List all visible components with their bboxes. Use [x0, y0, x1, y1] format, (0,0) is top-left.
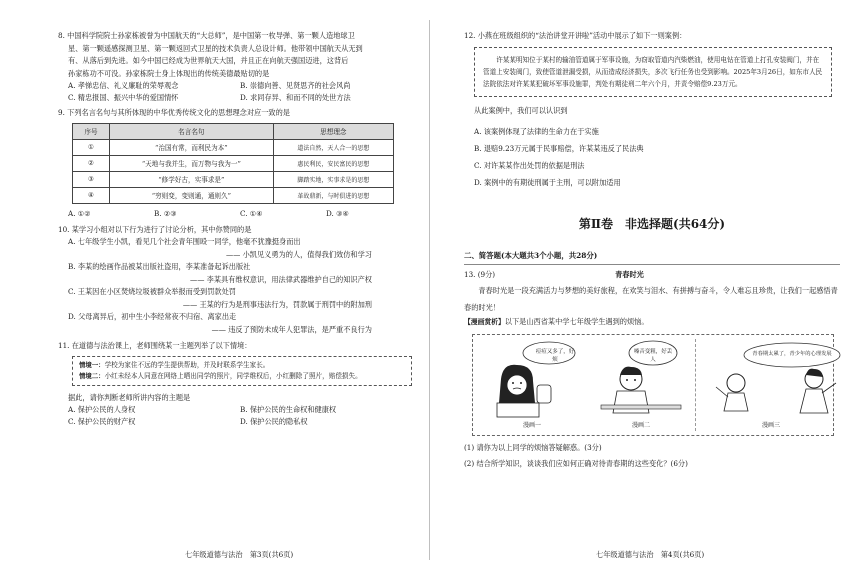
table-header: 思想理念	[273, 123, 393, 139]
table-cell: 惠民利民，安民富民的思想	[273, 155, 393, 171]
comic-tag: 【漫画赏析】	[464, 317, 505, 326]
comic-title-3: 漫画三	[761, 422, 780, 429]
question-9	[58, 107, 412, 220]
comic-panel-2	[591, 339, 691, 431]
table-row	[73, 139, 394, 155]
q13-title: 青春时光	[615, 270, 644, 279]
q10-comment: —— 违反了预防未成年人犯罪法，是严重不良行为	[211, 324, 372, 334]
q12-ask: 从此案例中，我们可以认识到	[474, 105, 568, 115]
q10-option-d[interactable]: D. 父母离异后，初中生小李经常夜不归宿、离家出走	[68, 312, 237, 321]
q8-option-b[interactable]: B. 崇德向善、见贤思齐的社会风尚	[240, 81, 351, 90]
q9-option-d[interactable]: D. ③④	[326, 208, 349, 218]
scene-label: 情境一：	[79, 360, 105, 369]
q9-option-a[interactable]: A. ①②	[68, 208, 91, 218]
comic-title-2: 漫画二	[631, 422, 650, 429]
q13-number: 13. (9分)	[464, 270, 496, 279]
q8-option-d[interactable]: D. 求同存异、和而不同的处世方法	[240, 93, 351, 102]
q10-stem: 10. 某学习小组对以下行为进行了讨论分析，其中你赞同的是	[58, 224, 252, 234]
question-12	[464, 30, 840, 191]
q12-option-b[interactable]: B. 退赔9.23万元属于民事赔偿，许某某违反了民法典	[474, 144, 644, 153]
q11-options	[58, 416, 412, 428]
table-cell: ①	[73, 139, 110, 155]
table-cell: 脚踏实地，实事求是的思想	[273, 171, 393, 187]
table-cell: 革故鼎新，与时俱进的思想	[273, 187, 393, 203]
comic-bubble-3: 青春期太累了，青少年的心理发展	[752, 351, 832, 357]
table-cell: ②	[73, 155, 110, 171]
table-cell: “穷则变，变则通，通则久”	[110, 187, 274, 203]
q8-option-a[interactable]: A. 孝悌忠信、礼义廉耻的荣辱观念	[68, 81, 179, 90]
q11-options	[58, 404, 412, 416]
question-13	[464, 269, 840, 472]
q10-option-c[interactable]: C. 王某因在小区焚烧垃圾被群众举报而受到罚款处罚	[68, 287, 236, 296]
table-cell: 道法自然，天人合一的思想	[273, 139, 393, 155]
q8-options	[58, 92, 412, 104]
q9-options	[58, 208, 412, 220]
table-cell: ④	[73, 187, 110, 203]
q11-option-d[interactable]: D. 保护公民的隐私权	[240, 417, 308, 426]
q12-option-a[interactable]: A. 该案例体现了法律的生命力在于实施	[474, 127, 599, 136]
comic-strip	[472, 334, 834, 436]
q10-comment: —— 李某具有维权意识，用法律武器维护自己的知识产权	[190, 274, 372, 284]
table-header: 序号	[73, 123, 110, 139]
table-row	[73, 187, 394, 203]
q9-option-c[interactable]: C. ①④	[240, 208, 263, 218]
scene-label: 情境二：	[79, 371, 105, 380]
comic-panel-1	[477, 339, 587, 431]
scene-text: 小红未经本人同意在网络上晒出同学的照片，同学维权后，小红删除了照片，赔偿损失。	[104, 371, 362, 380]
question-8	[58, 30, 412, 104]
q10-comment: —— 王某的行为是刑事违法行为，罚款属于刑罚中的附加刑	[182, 299, 372, 309]
comic-title-1: 漫画一	[522, 422, 541, 429]
q11-ask: 据此，请你判断老师所讲内容的主题是	[68, 392, 191, 402]
q9-option-b[interactable]: B. ②③	[154, 208, 177, 218]
comic-bubble-2: 嗓音变粗，好丢人	[633, 349, 673, 363]
section-heading: 二、简答题(本大题共3个小题，共28分)	[464, 250, 840, 265]
q12-case-box: 许某某明知位于某村的输油管道属于军事设施，为窃取管道内汽柴燃油，使用电钻在管道上打孔安装阀门，并在管道上安装阀门，致使管道泄漏受损，从而造成经济损失，多次飞行任务也受到影响。2025年3月26日，如东市人民法院依法对许某某犯破坏军事设施罪，判处有期徒刑二年六个月，并责令赔偿9.23万元。	[474, 47, 832, 97]
q12-option-d[interactable]: D. 案例中的有期徒刑属于主刑，可以附加适用	[474, 178, 621, 187]
page-footer-right: 七年级道德与法治 第4页(共6页)	[596, 550, 705, 559]
question-11	[58, 340, 412, 428]
page-footer-left: 七年级道德与法治 第3页(共6页)	[185, 550, 294, 559]
part-2-title: 第Ⅱ卷 非选择题(共64分)	[578, 217, 726, 231]
q11-option-b[interactable]: B. 保护公民的生命权和健康权	[240, 405, 337, 414]
table-row	[73, 155, 394, 171]
table-header: 名言名句	[110, 123, 274, 139]
q8-line: 有、从落后到先进。如今中国已经成为世界航天大国，并且正在向航天强国迈进，这背后	[68, 56, 349, 65]
q8-line: 孙家栋功不可没。孙家栋院士身上体现出的传统美德最贴切的是	[68, 68, 270, 78]
q11-stem: 11. 在道德与法治课上，老师围绕某一主题列举了以下情境：	[58, 341, 252, 350]
question-10	[58, 224, 412, 337]
table-cell: “修学好古，实事求是”	[110, 171, 274, 187]
q9-stem: 9. 下列名言名句与其所体现的中华优秀传统文化的思想理念对应一致的是	[58, 108, 290, 117]
q13-sub-1: (1) 请你为以上同学的烦恼答疑解惑。(3分)	[464, 443, 602, 452]
q11-scenario-box	[72, 356, 412, 386]
q11-option-a[interactable]: A. 保护公民的人身权	[68, 405, 136, 414]
q11-option-c[interactable]: C. 保护公民的财产权	[68, 417, 136, 426]
q10-comment: —— 小凯见义勇为的人，值得我们效仿和学习	[225, 249, 372, 259]
q13-paragraph: 青春时光是一段充满活力与梦想的美好旅程，在欢笑与泪水、有拼搏与奋斗，令人难忘且珍贵，让我们一起感悟青春的时光！	[464, 285, 838, 312]
q10-option-a[interactable]: A. 七年级学生小凯，看见几个社会青年围殴一同学，他毫不犹豫挺身而出	[68, 237, 301, 246]
table-cell: “治国有常，而利民为本”	[110, 139, 274, 155]
table-cell: “天地与我并生，而万物与我为一”	[110, 155, 274, 171]
scene-text: 学校为家住不远的学生提供帮助，并及时联系学生家长。	[104, 360, 270, 369]
q12-stem: 12. 小燕在班级组织的“法治讲堂开讲啦”活动中展示了如下一则案例：	[464, 31, 687, 40]
comic-panel-3	[695, 339, 846, 431]
q13-sub-2: (2) 结合所学知识，谈谈我们应如何正确对待青春期的这些变化？(6分)	[464, 459, 688, 468]
q10-option-b[interactable]: B. 李某的绘画作品被某出版社盗用，李某准备起诉出版社	[68, 262, 251, 271]
q12-option-c[interactable]: C. 对许某某作出处罚的依据是刑法	[474, 161, 585, 170]
q8-line: 8. 中国科学院院士孙家栋被誉为中国航天的“大总师”，是中国第一枚导弹、第一颗人造地球卫	[58, 31, 355, 40]
q8-options	[58, 80, 412, 92]
q8-option-c[interactable]: C. 精忠报国、振兴中华的爱国情怀	[68, 93, 179, 102]
comic-bubble-1: 痘痘又多了，好烦	[535, 349, 575, 363]
page-4	[430, 0, 860, 588]
table-cell: ③	[73, 171, 110, 187]
table-row	[73, 171, 394, 187]
q9-table	[72, 123, 394, 204]
q8-line: 星、第一颗遥感探测卫星、第一颗返回式卫星的技术负责人总设计师。他带领中国航天从无到	[68, 43, 363, 53]
comic-intro: 以下是山西省某中学七年级学生遇到的烦恼。	[504, 316, 649, 326]
